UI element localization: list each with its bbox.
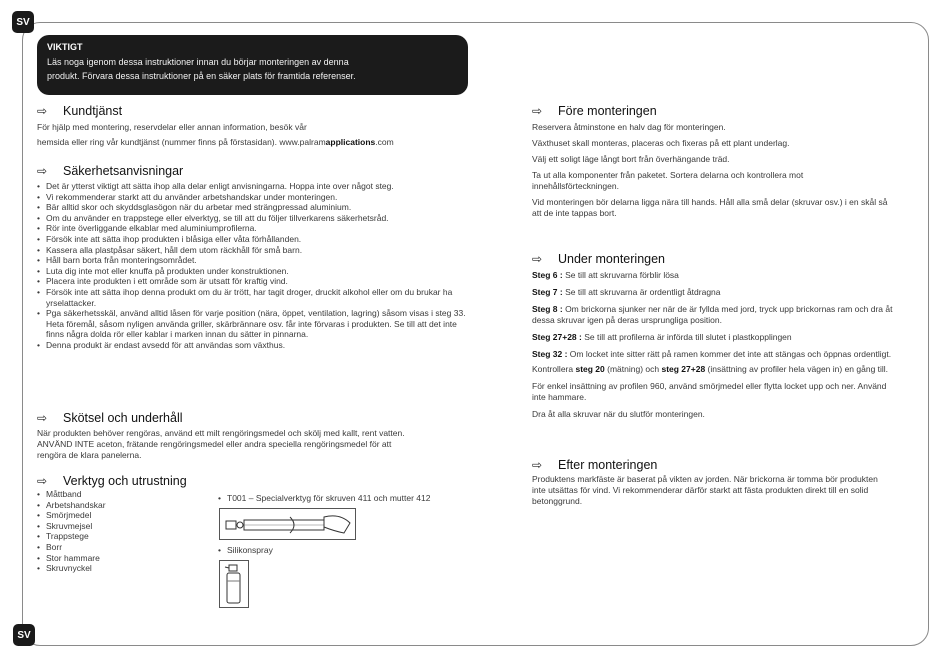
tools-list	[37, 489, 217, 574]
before-para-2: Växthuset skall monteras, placeras och fixeras på ett plant underlag.	[532, 138, 790, 148]
before-para-3: Välj ett soligt läge långt bort från överhängande träd.	[532, 154, 730, 164]
customer-service-line-1: För hjälp med montering, reservdelar eller annan information, besök vår	[37, 122, 307, 132]
arrow-right-icon: ⇨	[532, 104, 543, 118]
list-item: • Luta dig inte mot eller knuffa på produkten under konstruktionen.	[37, 266, 477, 277]
list-item: • Rör inte överliggande elkablar med aluminiumprofilerna.	[37, 223, 477, 234]
care-line-2: ANVÄND INTE aceton, frätande rengöringsmedel eller andra speciella rengöringsmedel för att	[37, 439, 392, 449]
arrow-right-icon: ⇨	[532, 252, 543, 266]
customer-service-line-2: hemsida eller ring vår kundtjänst (nummer finns på förstasidan). www.palramapplications.com	[37, 137, 394, 147]
care-line-1: När produkten behöver rengöras, använd ett milt rengöringsmedel och skölj med kallt, rent vatten.	[37, 428, 405, 438]
customer-service-heading: ⇨ Kundtjänst	[37, 104, 123, 118]
special-tools	[218, 493, 483, 504]
list-item: • Kassera alla plastpåsar säkert, håll dem utom räckhåll för små barn.	[37, 245, 477, 256]
care-section	[37, 411, 485, 461]
list-item: • Skruvnyckel	[37, 563, 217, 574]
before-para-4: Ta ut alla komponenter från paketet. Sortera delarna och kontrollera mot innehållsförteckningen.	[532, 170, 804, 191]
list-item: • Smörjmedel	[37, 510, 217, 521]
customer-service-section	[37, 104, 485, 148]
tools-section	[37, 474, 217, 574]
special-tool-illustration	[219, 508, 356, 540]
before-heading: ⇨ Före monteringen	[532, 104, 657, 118]
list-item: • Arbetshandskar	[37, 500, 217, 511]
spray-item	[218, 545, 338, 556]
list-item: • Det är ytterst viktigt att sätta ihop alla delar enligt anvisningarna. Hoppa inte over något steg.	[37, 181, 477, 192]
list-item: • Bär alltid skor och skyddsglasögon när du arbetar med strängpressad aluminium.	[37, 202, 477, 213]
check-steps: Kontrollera steg 20 (mätning) och steg 27+28 (insättning av profiler hela vägen in) en gång till.	[532, 364, 889, 374]
list-item: • Borr	[37, 542, 217, 553]
tools-heading: ⇨ Verktyg och utrustning	[37, 474, 187, 488]
arrow-right-icon: ⇨	[37, 104, 48, 118]
special-tool-item: • T001 – Specialverktyg för skruven 411 och mutter 412	[218, 493, 483, 504]
list-item: • Håll barn borta från monteringsområdet.	[37, 255, 477, 266]
list-item: • Om du använder en trappstege eller elverktyg, se till att du följer tillverkarens säkerhetsråd.	[37, 213, 477, 224]
list-item: • Försök inte att sätta ihop produkten i blåsiga eller våta förhållanden.	[37, 234, 477, 245]
after-heading: ⇨ Efter monteringen	[532, 458, 658, 472]
language-tab-bottom: SV	[13, 624, 35, 646]
list-item: • Vi rekommenderar starkt att du använder arbetshandskar under monteringen.	[37, 192, 477, 203]
special-tool-list	[218, 493, 483, 504]
during-para-2: För enkel insättning av profilen 960, använd smörjmedel eller flytta locket upp och ner. Använd inte hammare.	[532, 381, 887, 402]
step-8: Steg 8 : Om brickorna sjunker ner när de är fyllda med jord, tryck upp brickornas ram och dra åt dessa skruvar igen på deras ursprungliga position.	[532, 304, 893, 325]
notice-title: VIKTIGT	[47, 42, 83, 52]
during-heading: ⇨ Under monteringen	[532, 252, 666, 266]
during-para-3: Dra åt alla skruvar när du slutför monteringen.	[532, 409, 705, 419]
after-text: Produktens markfäste är baserat på vikten av jorden. När brickorna är tomma bör produkten inte utsättas för vind. Vi rekommenderar därför starkt att fästa produkten direkt till en solid betonggrund.	[532, 474, 878, 506]
during-assembly-section	[532, 252, 894, 420]
arrow-right-icon: ⇨	[532, 458, 543, 472]
arrow-right-icon: ⇨	[37, 474, 48, 488]
list-item: • Placera inte produkten i ett område som är utsatt för kraftig vind.	[37, 276, 477, 287]
list-item: • Försök inte att sätta ihop denna produkt om du är trött, har tagit droger, druckit alkohol eller om du brukar ha yrselattacker.	[37, 287, 477, 308]
arrow-right-icon: ⇨	[37, 164, 48, 178]
before-para-5: Vid monteringen bör delarna ligga nära till hands. Håll alla små delar (skruvar osv.) i en skål så att de inte tappas bort.	[532, 197, 888, 218]
step-7: Steg 7 : Se till att skruvarna är ordentligt åtdragna	[532, 287, 721, 297]
language-tab-top: SV	[12, 11, 34, 33]
important-notice	[37, 35, 468, 95]
list-item: • Skruvmejsel	[37, 521, 217, 532]
after-assembly-section	[532, 458, 892, 507]
spray-illustration	[219, 560, 249, 608]
step-32: Steg 32 : Om locket inte sitter rätt på ramen kommer det inte att stängas och öppnas ordentligt.	[532, 349, 892, 359]
notice-line-1: Läs noga igenom dessa instruktioner innan du börjar monteringen av denna	[47, 57, 349, 67]
safety-list	[37, 181, 477, 351]
list-item: • Stor hammare	[37, 553, 217, 564]
list-item: • Måttband	[37, 489, 217, 500]
care-line-3: rengöra de klara panelerna.	[37, 450, 142, 460]
before-para-1: Reservera åtminstone en halv dag för monteringen.	[532, 122, 726, 132]
list-item: • Denna produkt är endast avsedd för att användas som växthus.	[37, 340, 477, 351]
safety-section	[37, 164, 477, 351]
care-heading: ⇨ Skötsel och underhåll	[37, 411, 183, 425]
arrow-right-icon: ⇨	[37, 411, 48, 425]
spray-can-icon	[220, 561, 248, 607]
website-link[interactable]: applications	[325, 137, 376, 147]
safety-heading: ⇨ Säkerhetsanvisningar	[37, 164, 184, 178]
before-assembly-section	[532, 104, 892, 219]
list-item: • Pga säkerhetsskäl, använd alltid låsen för varje position (nära, öppet, ventilation, lagring) såsom visas i steg 33. Heta föremål, såsom nyligen använda griller, skärbrännare osv. får inte förvaras i produkten. Se till att det inte finns några dolda rör eller kablar i marken innan du sätter in pinnarna.	[37, 308, 477, 340]
notice-line-2: produkt. Förvara dessa instruktioner på en säker plats för framtida referenser.	[47, 71, 356, 81]
special-tool-icon	[220, 509, 355, 539]
step-6: Steg 6 : Se till att skruvarna förblir lösa	[532, 270, 679, 280]
step-27-28: Steg 27+28 : Se till att profilerna är införda till slutet i plastkopplingen	[532, 332, 792, 342]
spray-label: • Silikonspray	[218, 545, 338, 556]
list-item: • Trappstege	[37, 531, 217, 542]
